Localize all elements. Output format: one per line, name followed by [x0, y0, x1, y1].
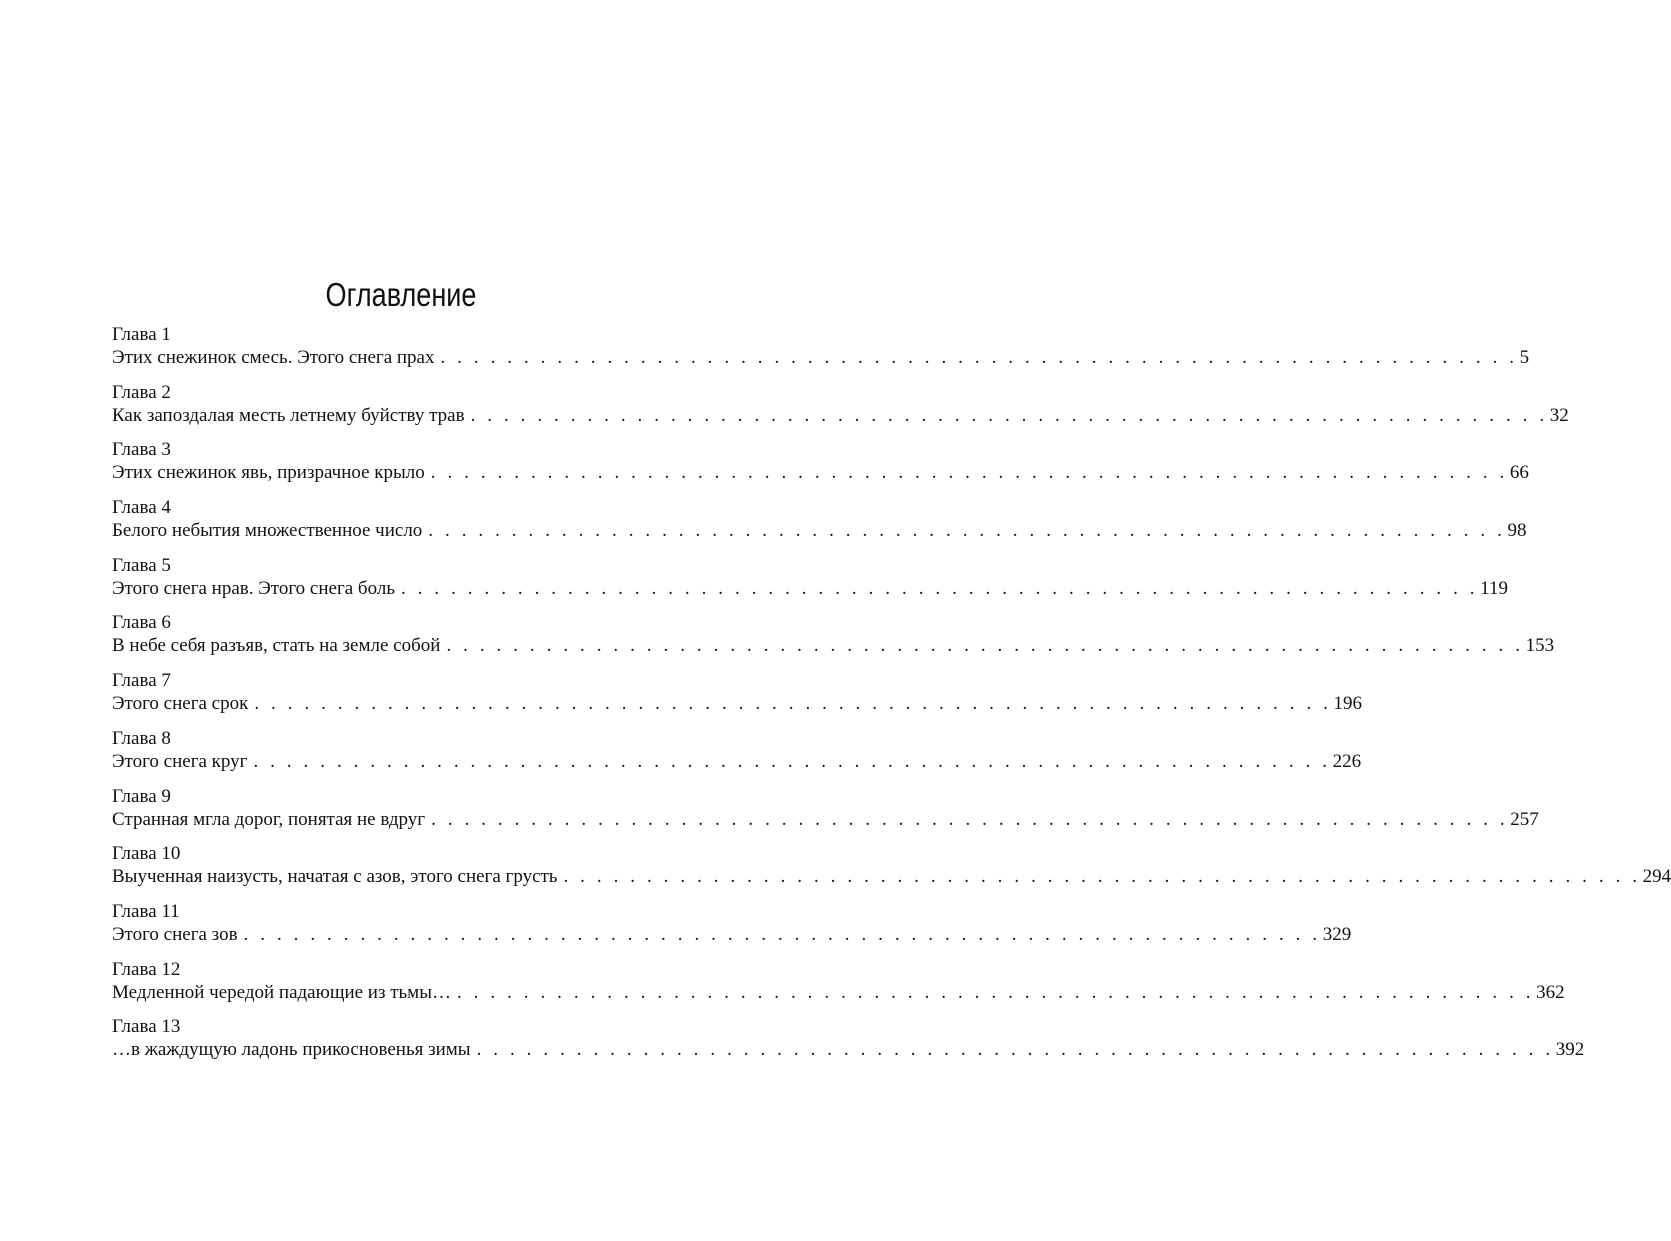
chapter-title: Странная мгла дорог, понятая не вдруг [112, 808, 426, 830]
dot-leader: . . . . . . . . . . . . . . . . . . . . . . . . . . . . . . . . . . . . . . . . . . . . . . . . . . . . . . . . . . . . . . . . . [470, 404, 1548, 426]
toc-entry-line [112, 518, 1527, 544]
chapter-label: Глава 9 [112, 785, 171, 807]
page-number: 196 [1333, 693, 1362, 715]
chapter-label: Глава 6 [112, 612, 171, 634]
chapter-label: Глава 3 [112, 439, 171, 461]
toc-entry-line [112, 633, 1555, 659]
toc-entry[interactable] [112, 841, 1671, 899]
chapter-label: Глава 2 [112, 381, 171, 403]
toc-entry[interactable] [112, 1014, 1585, 1072]
chapter-label: Глава 5 [112, 554, 171, 576]
toc-entry[interactable] [112, 380, 1569, 438]
dot-leader: . . . . . . . . . . . . . . . . . . . . . . . . . . . . . . . . . . . . . . . . . . . . . . . . . . . . . . . . . . . . . . . . . [401, 577, 1479, 599]
chapter-label: Глава 13 [112, 1016, 181, 1038]
chapter-title: Белого небытия множественное число [112, 520, 423, 542]
page-number: 226 [1332, 750, 1362, 772]
page-number: 362 [1536, 981, 1565, 1003]
chapter-label: Глава 10 [112, 843, 181, 865]
toc-entry-line [112, 345, 1530, 371]
dot-leader: . . . . . . . . . . . . . . . . . . . . . . . . . . . . . . . . . . . . . . . . . . . . . . . . . . . . . . . . . . . . . . . . . [440, 347, 1518, 368]
chapter-title: В небе себя разъяв, стать на земле собой [112, 635, 441, 657]
toc-entry[interactable] [112, 957, 1565, 1015]
toc-entry[interactable] [112, 437, 1529, 495]
chapter-title: Выученная наизусть, начатая с азов, этого снега грусть [112, 866, 558, 888]
page-number: 294 [1642, 866, 1671, 888]
toc-entry-line [112, 749, 1362, 775]
chapter-title: …в жаждущую ладонь прикосновенья зимы [112, 1039, 471, 1061]
chapter-label: Глава 1 [112, 324, 171, 345]
page-number: 32 [1549, 404, 1569, 426]
page-number: 257 [1510, 808, 1539, 830]
page-title: Оглавление [325, 276, 477, 313]
page-number: 98 [1507, 520, 1527, 542]
dot-leader: . . . . . . . . . . . . . . . . . . . . . . . . . . . . . . . . . . . . . . . . . . . . . . . . . . . . . . . . . . . . . . . . . [428, 520, 1506, 542]
toc-entry-line [112, 403, 1569, 429]
chapter-title: Этого снега срок [112, 693, 249, 715]
chapter-label: Глава 12 [112, 958, 181, 980]
toc-entry[interactable] [112, 784, 1539, 842]
chapter-label: Глава 4 [112, 497, 171, 519]
page-number: 153 [1525, 635, 1555, 657]
toc-entry[interactable] [112, 553, 1508, 611]
dot-leader: . . . . . . . . . . . . . . . . . . . . . . . . . . . . . . . . . . . . . . . . . . . . . . . . . . . . . . . . . . . . . . . . . [254, 693, 1332, 715]
dot-leader: . . . . . . . . . . . . . . . . . . . . . . . . . . . . . . . . . . . . . . . . . . . . . . . . . . . . . . . . . . . . . . . . . [431, 808, 1509, 830]
toc-entry-line [112, 864, 1671, 890]
page-number: 66 [1509, 462, 1529, 484]
toc-entry-line [112, 576, 1508, 602]
chapter-title: Как запоздалая месть летнему буйству трав [112, 404, 465, 426]
toc-entry[interactable] [112, 899, 1352, 957]
dot-leader: . . . . . . . . . . . . . . . . . . . . . . . . . . . . . . . . . . . . . . . . . . . . . . . . . . . . . . . . . . . . . . . . . [446, 635, 1524, 657]
page-number: 5 [1519, 347, 1530, 368]
toc-entry-line [112, 807, 1539, 833]
chapter-title: Этого снега нрав. Этого снега боль [112, 577, 395, 599]
toc-entry[interactable] [112, 668, 1362, 726]
page-number: 392 [1555, 1039, 1585, 1061]
dot-leader: . . . . . . . . . . . . . . . . . . . . . . . . . . . . . . . . . . . . . . . . . . . . . . . . . . . . . . . . . . . . . . . . . [430, 462, 1508, 484]
chapter-label: Глава 8 [112, 727, 171, 749]
dot-leader: . . . . . . . . . . . . . . . . . . . . . . . . . . . . . . . . . . . . . . . . . . . . . . . . . . . . . . . . . . . . . . . . . [563, 866, 1641, 888]
toc-entry[interactable] [112, 322, 1530, 380]
page-number: 119 [1480, 577, 1508, 599]
toc-entry-line [112, 691, 1362, 717]
dot-leader: . . . . . . . . . . . . . . . . . . . . . . . . . . . . . . . . . . . . . . . . . . . . . . . . . . . . . . . . . . . . . . . . . [456, 981, 1535, 1003]
toc-entry[interactable] [112, 610, 1555, 668]
chapter-title: Этого снега круг [112, 750, 248, 772]
table-of-contents [112, 322, 1671, 1072]
toc-entry[interactable] [112, 726, 1362, 784]
chapter-title: Этих снежинок смесь. Этого снега прах [112, 347, 435, 368]
dot-leader: . . . . . . . . . . . . . . . . . . . . . . . . . . . . . . . . . . . . . . . . . . . . . . . . . . . . . . . . . . . . . . . . . [253, 750, 1331, 772]
toc-entry[interactable] [112, 495, 1527, 553]
dot-leader: . . . . . . . . . . . . . . . . . . . . . . . . . . . . . . . . . . . . . . . . . . . . . . . . . . . . . . . . . . . . . . . . . [476, 1039, 1554, 1061]
toc-entry-line [112, 980, 1565, 1006]
dot-leader: . . . . . . . . . . . . . . . . . . . . . . . . . . . . . . . . . . . . . . . . . . . . . . . . . . . . . . . . . . . . . . . . . [243, 923, 1321, 945]
chapter-title: Этого снега зов [112, 923, 238, 945]
toc-entry-line [112, 1037, 1585, 1063]
toc-entry-line [112, 460, 1529, 486]
page-number: 329 [1322, 923, 1352, 945]
chapter-title: Медленной чередой падающие из тьмы… [112, 981, 451, 1003]
chapter-label: Глава 11 [112, 900, 180, 922]
toc-entry-line [112, 922, 1352, 948]
chapter-label: Глава 7 [112, 670, 171, 692]
chapter-title: Этих снежинок явь, призрачное крыло [112, 462, 425, 484]
